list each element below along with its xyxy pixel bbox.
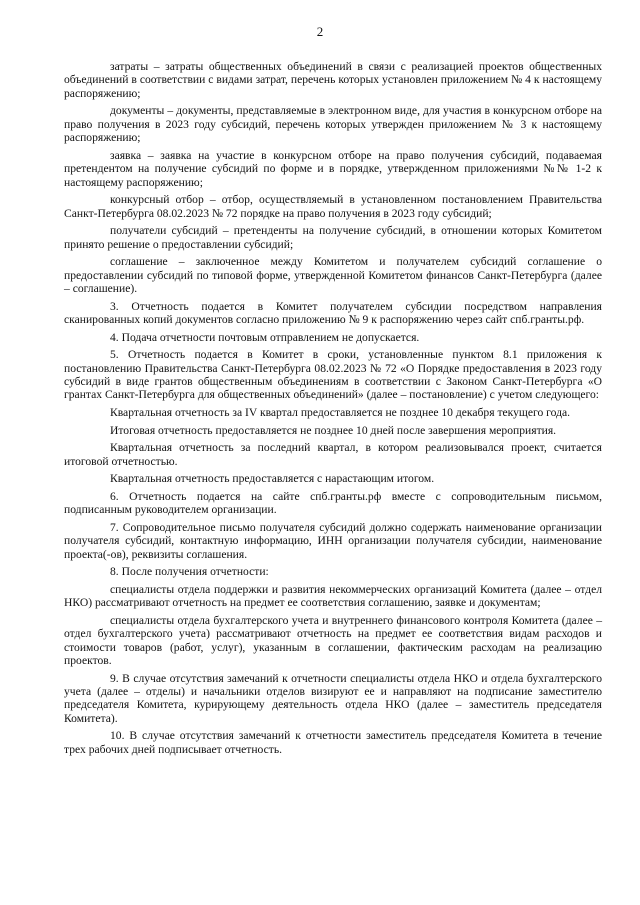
- paragraph-item-4: 4. Подача отчетности почтовым отправлением не допускается.: [110, 330, 420, 344]
- paragraph-item-10: 10. В случае отсутствия замечаний к отчетности заместитель председателя Комитета в течение трех рабочих дней подписывает отчетность.: [64, 729, 602, 756]
- paragraph-accounting-review: специалисты отдела бухгалтерского учета и внутреннего финансового контроля Комитета (далее – отдел бухгалтерского учета) рассматривают отчетность на предмет ее соответствия видам расходов и стоимости товаров (работ, услуг), указанным в соглашении, фактическим расходам на реализацию проектов.: [64, 613, 602, 668]
- paragraph-last-quarter: Квартальная отчетность за последний квартал, в котором реализовывался проект, считается итоговой отчетностью.: [64, 441, 602, 468]
- paragraph-nko-review: специалисты отдела поддержки и развития некоммерческих организаций Комитета (далее – отдел НКО) рассматривают отчетность на предмет ее соответствия соглашению, заявке и документам;: [64, 582, 602, 610]
- paragraph-zayavka: заявка – заявка на участие в конкурсном отборе на право получения субсидий, подаваемая претендентом на получение субсидий по форме и в порядке, утвержденном приложениями №№ 1-2 к настоящему распоряжению;: [64, 148, 602, 189]
- paragraph-item-7: 7. Сопроводительное письмо получателя субсидий должно содержать наименование организации получателя субсидий, контактную информацию, ИНН организации получателя субсидии, наименование проекта(-ов), реквизиты соглашения.: [64, 520, 602, 561]
- paragraph-item-5: 5. Отчетность подается в Комитет в сроки, установленные пунктом 8.1 приложения к постановлению Правительства Санкт-Петербурга 08.02.2023 № 72 «О Порядке предоставления в 2023 году субсидий в виде грантов общественным объединениям в соответствии с Законом Санкт-Петербурга «О грантах Санкт-Петербурга для общественных объединений» (далее – постановление) с учетом следующего:: [64, 348, 602, 402]
- paragraph-soglashenie: соглашение – заключенное между Комитетом и получателем субсидий соглашение о предоставлении субсидий по типовой форме, утвержденной Комитетом финансов Санкт-Петербурга (далее – соглашение).: [64, 255, 602, 296]
- paragraph-dokumenty: документы – документы, представляемые в электронном виде, для участия в конкурсном отборе на право получения в 2023 году субсидий, перечень которых утвержден приложением № 3 к настоящему распоряжению;: [64, 104, 602, 145]
- page-number: 2: [316, 24, 324, 39]
- paragraph-quarterly-iv: Квартальная отчетность за IV квартал предоставляется не позднее 10 декабря текущего года.: [110, 406, 571, 420]
- paragraph-konkursny-otbor: конкурсный отбор – отбор, осуществляемый в установленном постановлением Правительства Санкт-Петербурга 08.02.2023 № 72 порядке на право получения в 2023 году субсидий;: [64, 193, 602, 220]
- document-body: [64, 60, 602, 760]
- paragraph-final-report: Итоговая отчетность предоставляется не позднее 10 дней после завершения мероприятия.: [110, 423, 557, 437]
- paragraph-zatraty: затраты – затраты общественных объединений в связи с реализацией проектов общественных объединений в соответствии с видами затрат, перечень которых установлен приложением № 4 к настоящему распоряжению;: [64, 60, 602, 100]
- paragraph-poluchateli: получатели субсидий – претенденты на получение субсидий, в отношении которых Комитетом принято решение о предоставлении субсидий;: [64, 224, 602, 251]
- paragraph-item-3: 3. Отчетность подается в Комитет получателем субсидии посредством направления сканированных копий документов согласно приложению № 9 к распоряжению через сайт спб.гранты.рф.: [64, 299, 602, 327]
- paragraph-item-9: 9. В случае отсутствия замечаний к отчетности специалисты отдела НКО и отдела бухгалтерского учета (далее – отделы) и начальники отделов визируют ее и направляют на подписание заместителю председателя Комитета, курирующему деятельность отдела НКО (далее – заместитель председателя Комитета).: [64, 671, 602, 725]
- paragraph-cumulative: Квартальная отчетность предоставляется с нарастающим итогом.: [110, 472, 435, 486]
- paragraph-item-6: 6. Отчетность подается на сайте спб.гранты.рф вместе с сопроводительным письмом, подписанным руководителем организации.: [64, 489, 602, 517]
- paragraph-item-8: 8. После получения отчетности:: [110, 565, 269, 579]
